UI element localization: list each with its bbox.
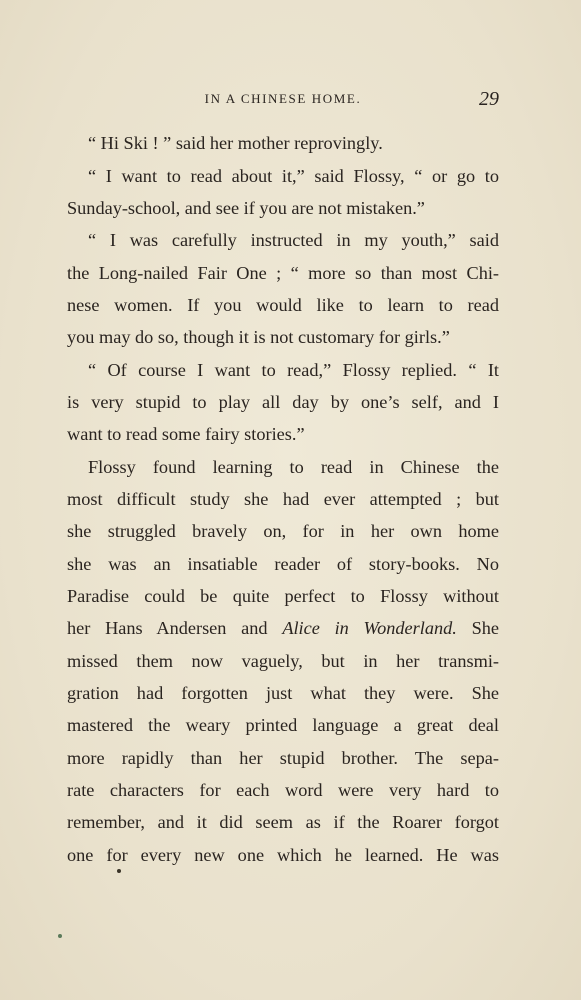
text-segment: She (456, 618, 500, 638)
text-line: nese women. If you would like to learn to read (67, 295, 499, 315)
running-title: IN A CHINESE HOME. (204, 91, 362, 106)
text-line: Paradise could be quite perfect to Flossy without (67, 586, 499, 606)
text-line-with-title (67, 615, 499, 641)
text-line: rate characters for each word were very hard to (67, 780, 499, 800)
book-title-italic: Alice in Wonderland. (282, 618, 457, 638)
text-line: Sunday-school, and see if you are not mistaken.” (67, 198, 425, 218)
text-line: “ Hi Ski ! ” said her mother reprovingly. (88, 133, 383, 153)
paper-speck (117, 869, 121, 873)
text-line: more rapidly than her stupid brother. The sepa- (67, 748, 499, 768)
text-line: Flossy found learning to read in Chinese the (88, 457, 499, 477)
text-line: gration had forgotten just what they were. She (67, 683, 499, 703)
text-line: missed them now vaguely, but in her transmi- (67, 651, 499, 671)
text-line: most difficult study she had ever attempted ; but (67, 489, 499, 509)
text-line: “ I was carefully instructed in my youth,” said (88, 230, 499, 250)
text-line: “ Of course I want to read,” Flossy replied. “ It (88, 360, 499, 380)
page-number: 29 (479, 88, 499, 110)
text-line: is very stupid to play all day by one’s self, and I (67, 392, 499, 412)
text-segment: her Hans Andersen and (67, 618, 283, 638)
text-line: you may do so, though it is not customary for girls.” (67, 327, 450, 347)
text-line: mastered the weary printed language a great deal (67, 715, 499, 735)
text-line: she was an insatiable reader of story-books. No (67, 554, 499, 574)
text-line: want to read some fairy stories.” (67, 424, 305, 444)
text-line: she struggled bravely on, for in her own home (67, 521, 499, 541)
text-line: one for every new one which he learned. He was (67, 845, 499, 865)
paper-speck (58, 934, 62, 938)
running-head (67, 88, 499, 112)
text-line: remember, and it did seem as if the Roarer forgot (67, 812, 499, 832)
text-line: the Long-nailed Fair One ; “ more so than most Chi- (67, 263, 499, 283)
text-line: “ I want to read about it,” said Flossy, “ or go to (88, 166, 499, 186)
